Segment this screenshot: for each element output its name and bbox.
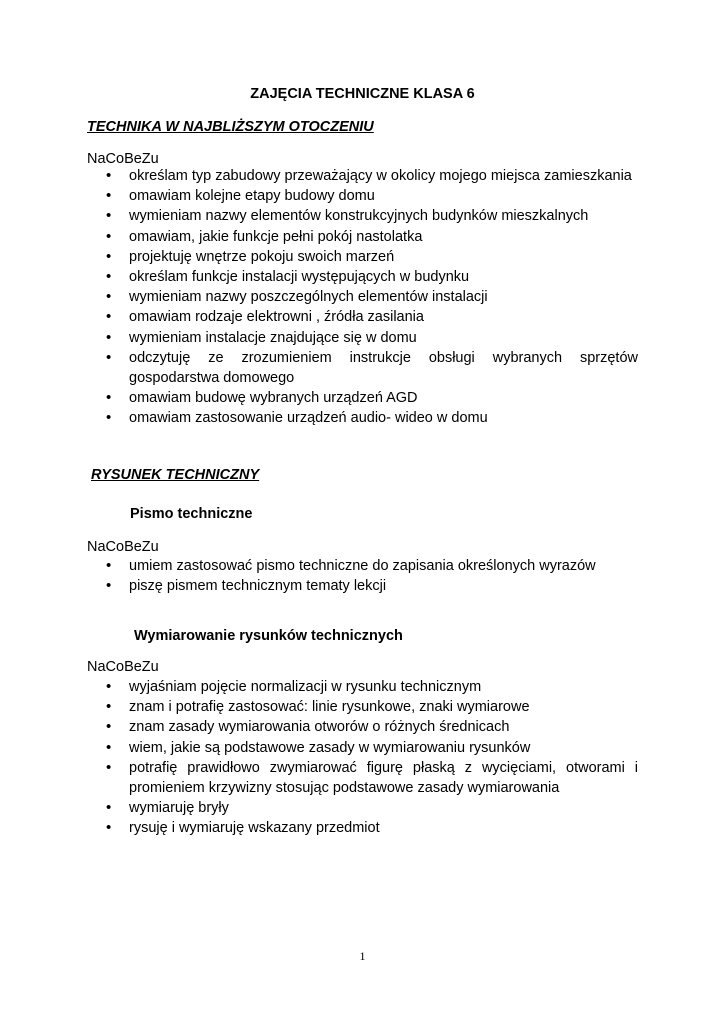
- document-title: ZAJĘCIA TECHNICZNE KLASA 6: [250, 86, 475, 102]
- list-item: • omawiam kolejne etapy budowy domu: [87, 186, 638, 206]
- list-item: • określam typ zabudowy przeważający w okolicy mojego miejsca zamieszkania: [87, 166, 638, 186]
- list-item: • znam zasady wymiarowania otworów o różnych średnicach: [87, 717, 638, 737]
- pismo-list: [87, 556, 638, 596]
- list-item: • wyjaśniam pojęcie normalizacji w rysunku technicznym: [87, 677, 638, 697]
- list-item: • znam i potrafię zastosować: linie rysunkowe, znaki wymiarowe: [87, 697, 638, 717]
- list-item: • projektuję wnętrze pokoju swoich marzeń: [87, 247, 638, 267]
- section-heading-technika: TECHNIKA W NAJBLIŻSZYM OTOCZENIU: [87, 119, 374, 135]
- list-item: • odczytuję ze zrozumieniem instrukcje obsługi wybranych sprzętów gospodarstwa domowego: [87, 348, 638, 388]
- nacobezu-label: NaCoBeZu: [87, 659, 159, 675]
- list-item: • wymiaruję bryły: [87, 798, 638, 818]
- list-item: • wymieniam nazwy poszczególnych elementów instalacji: [87, 287, 638, 307]
- list-item: • omawiam, jakie funkcje pełni pokój nastolatka: [87, 227, 638, 247]
- subheading-wymiarowanie: Wymiarowanie rysunków technicznych: [134, 628, 403, 644]
- wymiarowanie-list: [87, 677, 638, 839]
- list-item: • określam funkcje instalacji występujących w budynku: [87, 267, 638, 287]
- list-item: • rysuję i wymiaruję wskazany przedmiot: [87, 818, 638, 838]
- list-item: • omawiam zastosowanie urządzeń audio- wideo w domu: [87, 408, 638, 428]
- list-item: • wiem, jakie są podstawowe zasady w wymiarowaniu rysunków: [87, 738, 638, 758]
- list-item: • umiem zastosować pismo techniczne do zapisania określonych wyrazów: [87, 556, 638, 576]
- nacobezu-label: NaCoBeZu: [87, 539, 159, 555]
- list-item: • wymieniam nazwy elementów konstrukcyjnych budynków mieszkalnych: [87, 206, 638, 226]
- section1-list: [87, 166, 638, 429]
- section-heading-rysunek: RYSUNEK TECHNICZNY: [91, 467, 260, 483]
- list-item: • omawiam rodzaje elektrowni , źródła zasilania: [87, 307, 638, 327]
- list-item: • wymieniam instalacje znajdujące się w domu: [87, 328, 638, 348]
- page-number: 1: [359, 949, 366, 963]
- nacobezu-label: NaCoBeZu: [87, 151, 159, 167]
- list-item: • piszę pismem technicznym tematy lekcji: [87, 576, 638, 596]
- list-item: • omawiam budowę wybranych urządzeń AGD: [87, 388, 638, 408]
- subheading-pismo: Pismo techniczne: [130, 506, 253, 522]
- list-item: • potrafię prawidłowo zwymiarować figurę płaską z wycięciami, otworami i promieniem krzywizny stosując podstawowe zasady wymiarowania: [87, 758, 638, 798]
